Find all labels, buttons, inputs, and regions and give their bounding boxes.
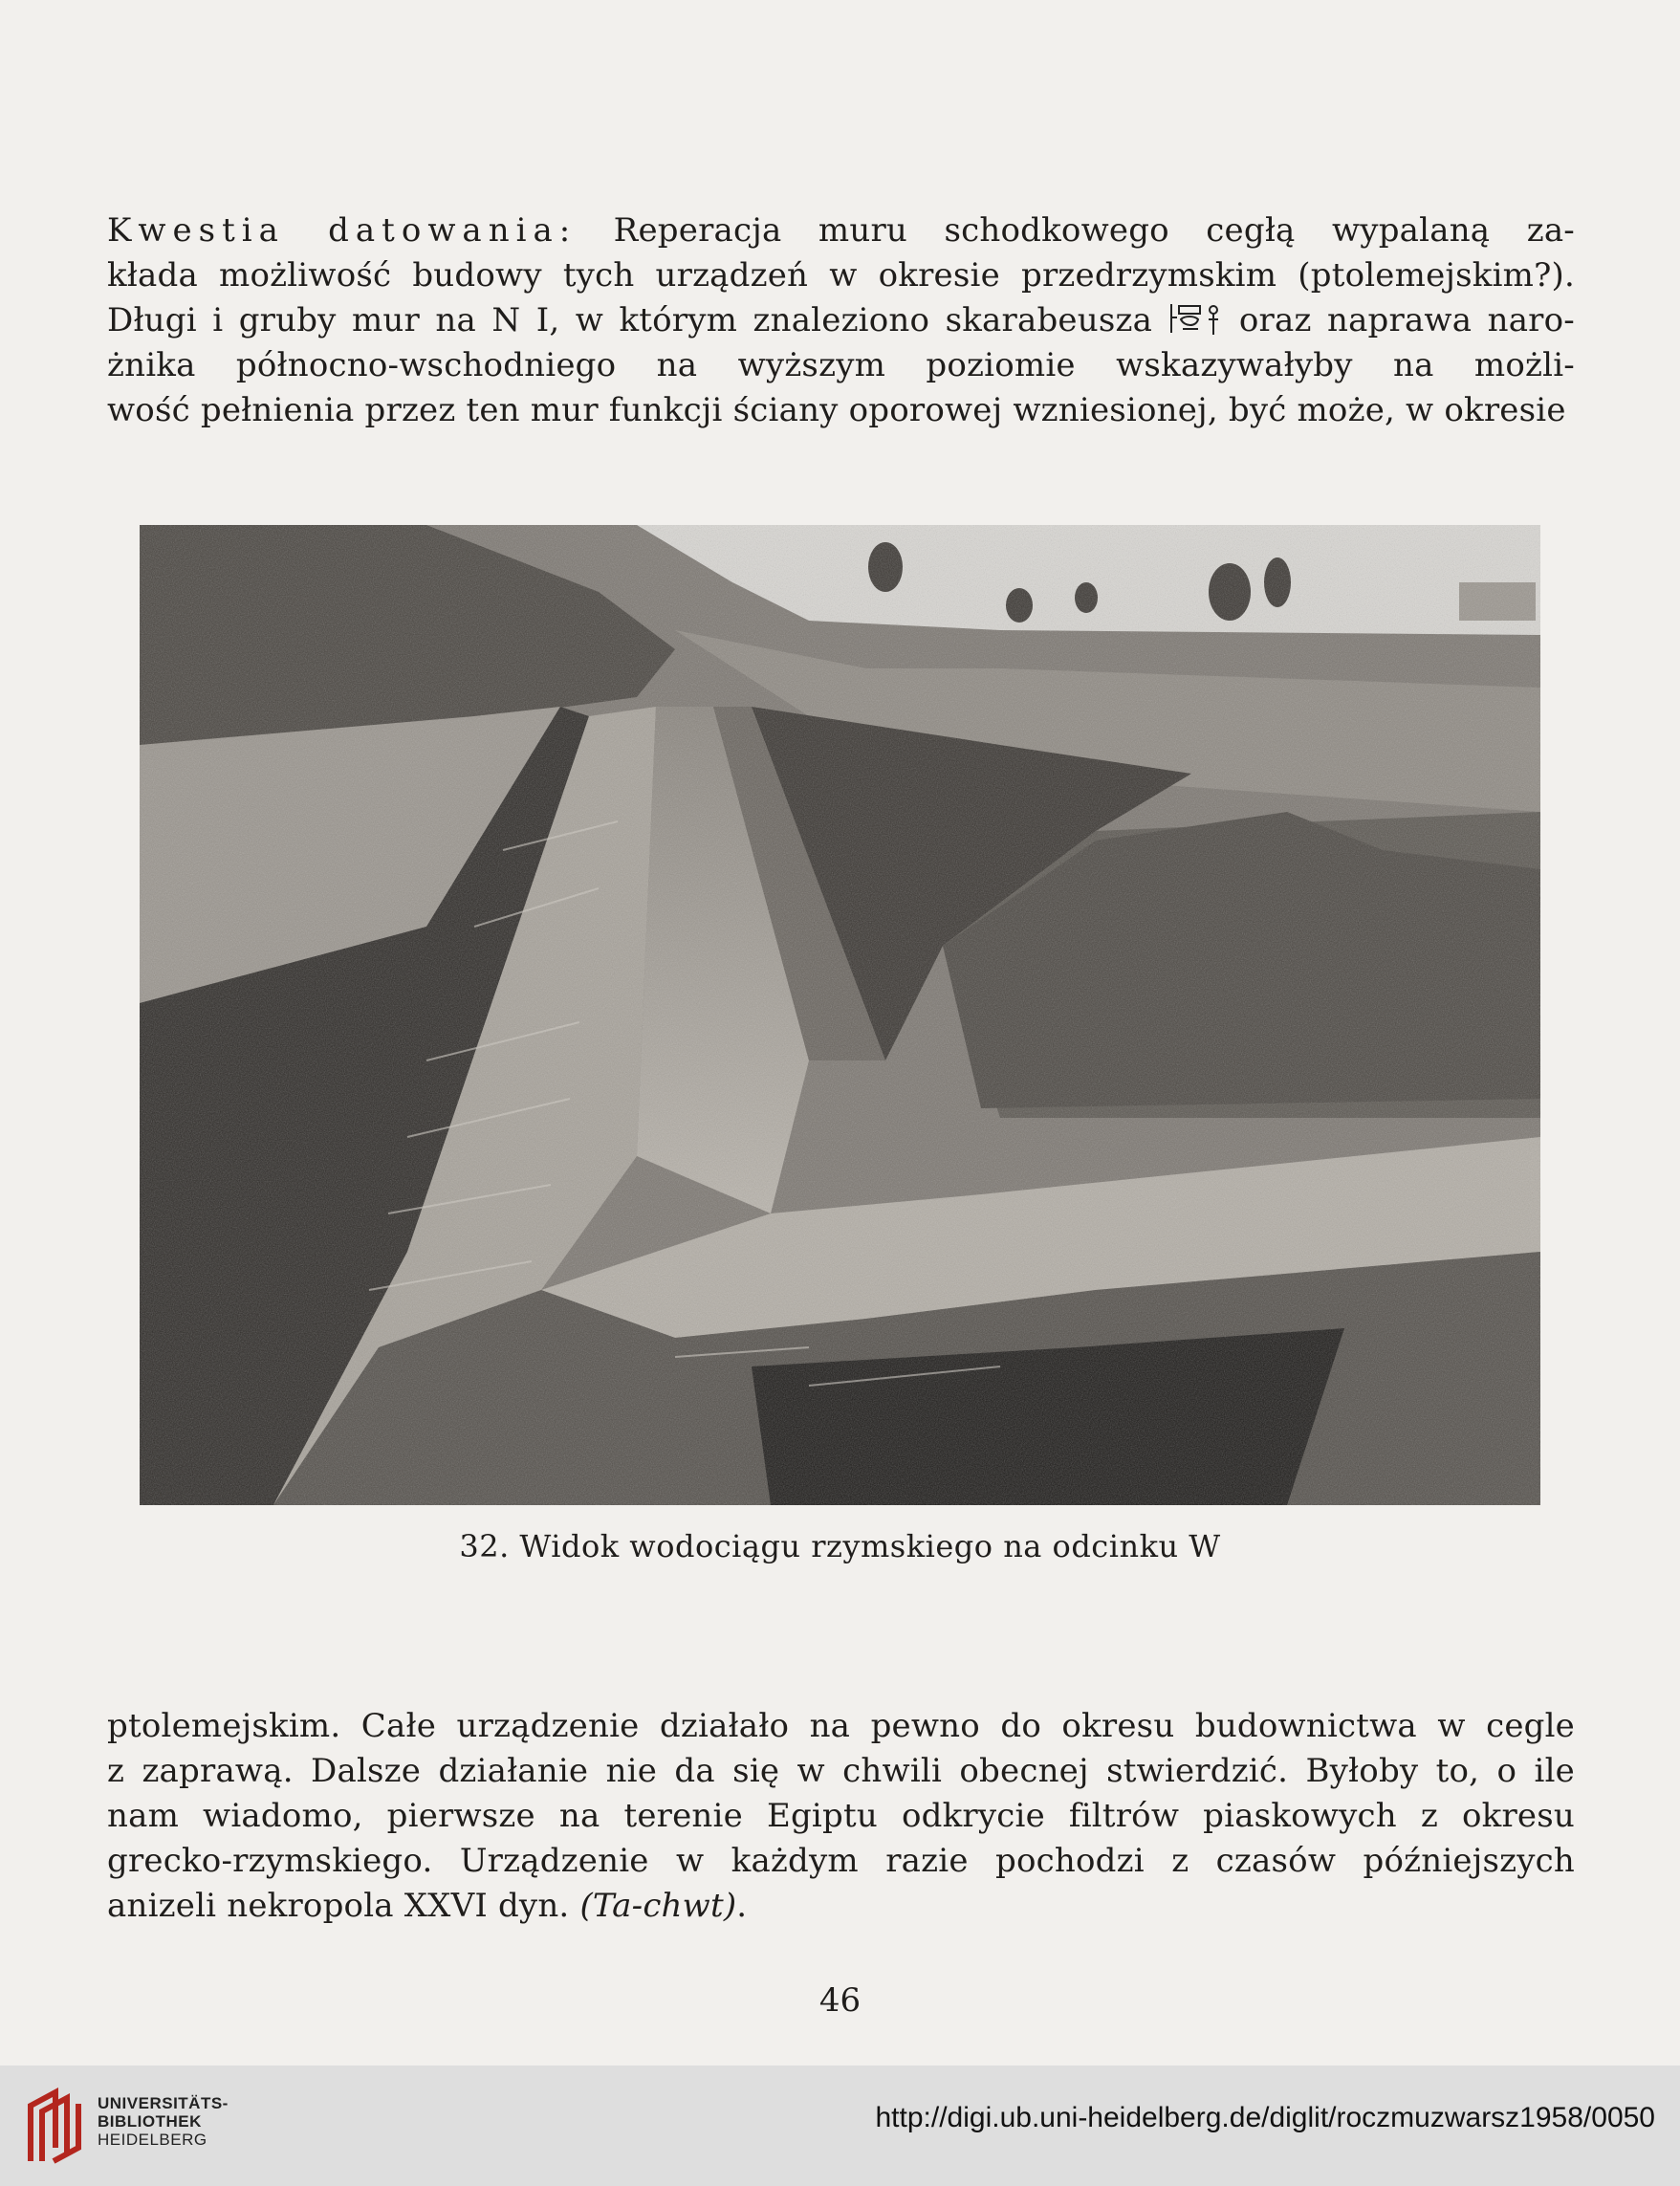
paragraph-top [107,208,1575,433]
text-line: Kwestia datowania: Reperacja muru schodkowego cegłą wypalaną za- [107,211,1575,250]
digitization-footer [0,2066,1680,2186]
text-line: anizeli nekropola XXVI dyn. (Ta-chwt). [107,1887,748,1925]
page-number: 46 [818,1981,862,2020]
transliteration: (Ta-chwt) [579,1887,737,1925]
library-name: UNIVERSITÄTS- BIBLIOTHEK HEIDELBERG [98,2094,229,2149]
text-line: z zaprawą. Dalsze działanie nie da się w chwili obecnej stwierdzić. Byłoby to, o ile [107,1752,1575,1790]
source-url-link[interactable]: http://digi.ub.uni-heidelberg.de/diglit/roczmuzwarsz1958/0050 [875,2102,1655,2133]
text-line: grecko-rzymskiego. Urządzenie w każdym razie pochodzi z czasów późniejszych [107,1842,1575,1880]
excavation-photograph [140,525,1540,1505]
section-lead: Kwestia datowania: [107,211,578,250]
text-line: Długi i gruby mur na N I, w którym znaleziono skarabeusza oraz naprawa naro- [107,301,1575,339]
figure-caption: 32. Widok wodociągu rzymskiego na odcinku W [459,1528,1221,1564]
text-line: ptolemejskim. Całe urządzenie działało na pewno do okresu budownictwa w cegle [107,1707,1575,1745]
library-logo-icon [21,2087,92,2165]
text-line: nam wiadomo, pierwsze na terenie Egiptu odkrycie filtrów piaskowych z okresu [107,1797,1575,1835]
hieroglyph-cartouche-icon [1167,300,1223,339]
text-line: wość pełnienia przez ten mur funkcji ściany oporowej wzniesionej, być może, w okresie [107,391,1566,429]
text-line: kłada możliwość budowy tych urządzeń w okresie przedrzymskim (ptolemejskim?). [107,256,1575,295]
text-line: żnika północno-wschodniego na wyższym poziomie wskazywałyby na możli- [107,346,1575,384]
paragraph-bottom [107,1704,1575,1929]
